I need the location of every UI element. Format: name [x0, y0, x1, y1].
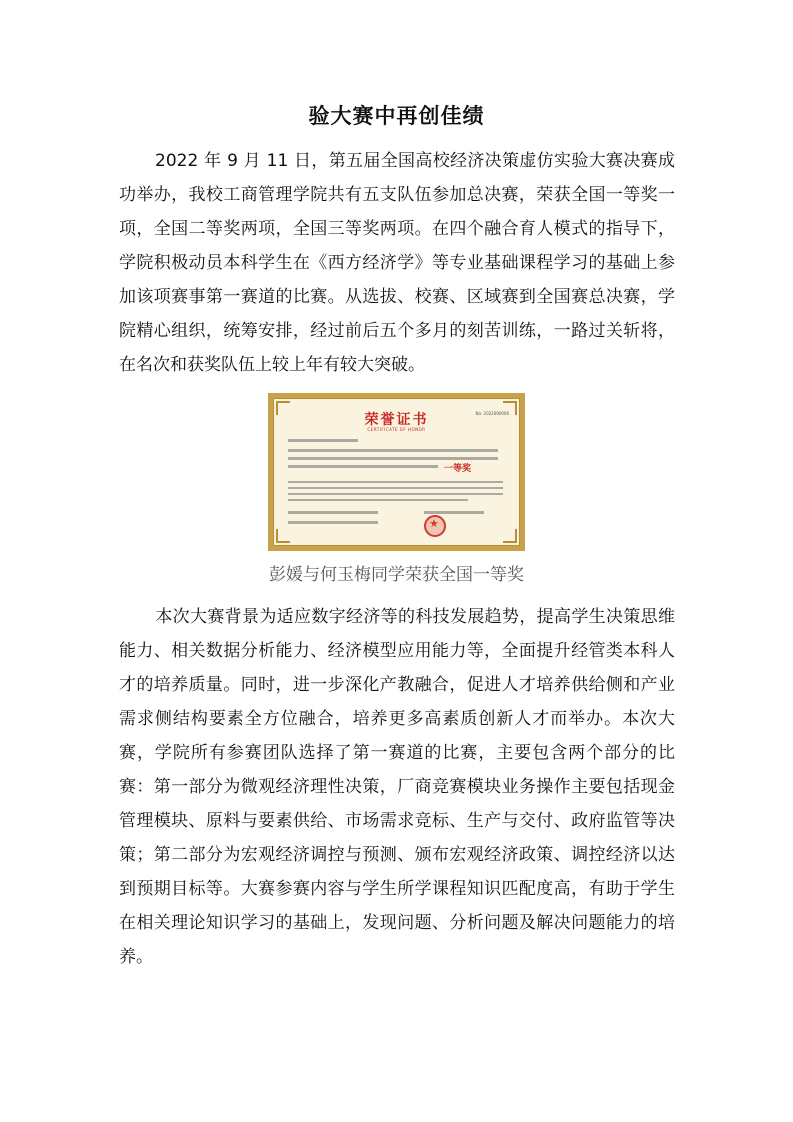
certificate-text-line [288, 465, 438, 468]
paragraph-1-text: 2022 年 9 月 11 日，第五届全国高校经济决策虚仿实验大赛决赛成功举办，我校工商管理学院共有五支队伍参加总决赛，荣获全国一等奖一项，全国二等奖两项，全国三等奖两项。在四个融合育人模式的指导下，学院积极动员本科学生在《西方经济学》等专业基础课程学习的基础上参加该项赛事第一赛道的比赛。从选拔、校赛、区域赛到全国赛总决赛，学院精心组织，统筹安排，经过前后五个多月的刻苦训练，一路过关斩将，在名次和获奖队伍上较上年有较大突破。 [119, 151, 675, 375]
certificate-text-line [288, 487, 503, 489]
paragraph-1 [119, 144, 675, 382]
certificate-seal-icon [424, 515, 446, 537]
certificate-prize: 一等奖 [444, 464, 472, 474]
document-title: 验大赛中再创佳绩 [308, 104, 485, 128]
certificate-text-line [288, 439, 358, 442]
certificate-text-line [288, 511, 378, 514]
certificate-text-line [424, 511, 484, 514]
certificate-text-line [288, 499, 468, 501]
paragraph-2 [119, 600, 675, 974]
certificate-paper [273, 398, 520, 546]
paragraph-2-text: 本次大赛背景为适应数字经济等的科技发展趋势，提高学生决策思维能力、相关数据分析能力、经济模型应用能力等，全面提升经管类本科人才的培养质量。同时，进一步深化产教融合，促进人才培养供给侧和产业需求侧结构要素全方位融合，培养更多高素质创新人才而举办。本次大赛，学院所有参赛团队选择了第一赛道的比赛，主要包含两个部分的比赛：第一部分为微观经济理性决策，厂商竞赛模块业务操作主要包括现金管理模块、原料与要素供给、市场需求竞标、生产与交付、政府监管等决策；第二部分为宏观经济调控与预测、颁布宏观经济政策、调控经济以达到预期目标等。大赛参赛内容与学生所学课程知识匹配度高，有助于学生在相关理论知识学习的基础上，发现问题、分析问题及解决问题能力的培养。 [119, 607, 675, 967]
certificate-subheading: CERTIFICATE OF HONOR [367, 427, 426, 432]
certificate-text-line [288, 481, 503, 483]
certificate-text-line [288, 521, 378, 524]
certificate-text-line [288, 493, 503, 495]
certificate-image [268, 393, 525, 551]
certificate-number: No: 2022090006 [475, 411, 509, 416]
certificate-heading: 荣誉证书 [364, 412, 429, 428]
corner-ornament [276, 529, 290, 543]
corner-ornament [503, 529, 517, 543]
certificate-text-line [288, 457, 498, 460]
image-caption: 彭媛与何玉梅同学荣获全国一等奖 [269, 565, 524, 585]
certificate-text-line [288, 449, 498, 452]
